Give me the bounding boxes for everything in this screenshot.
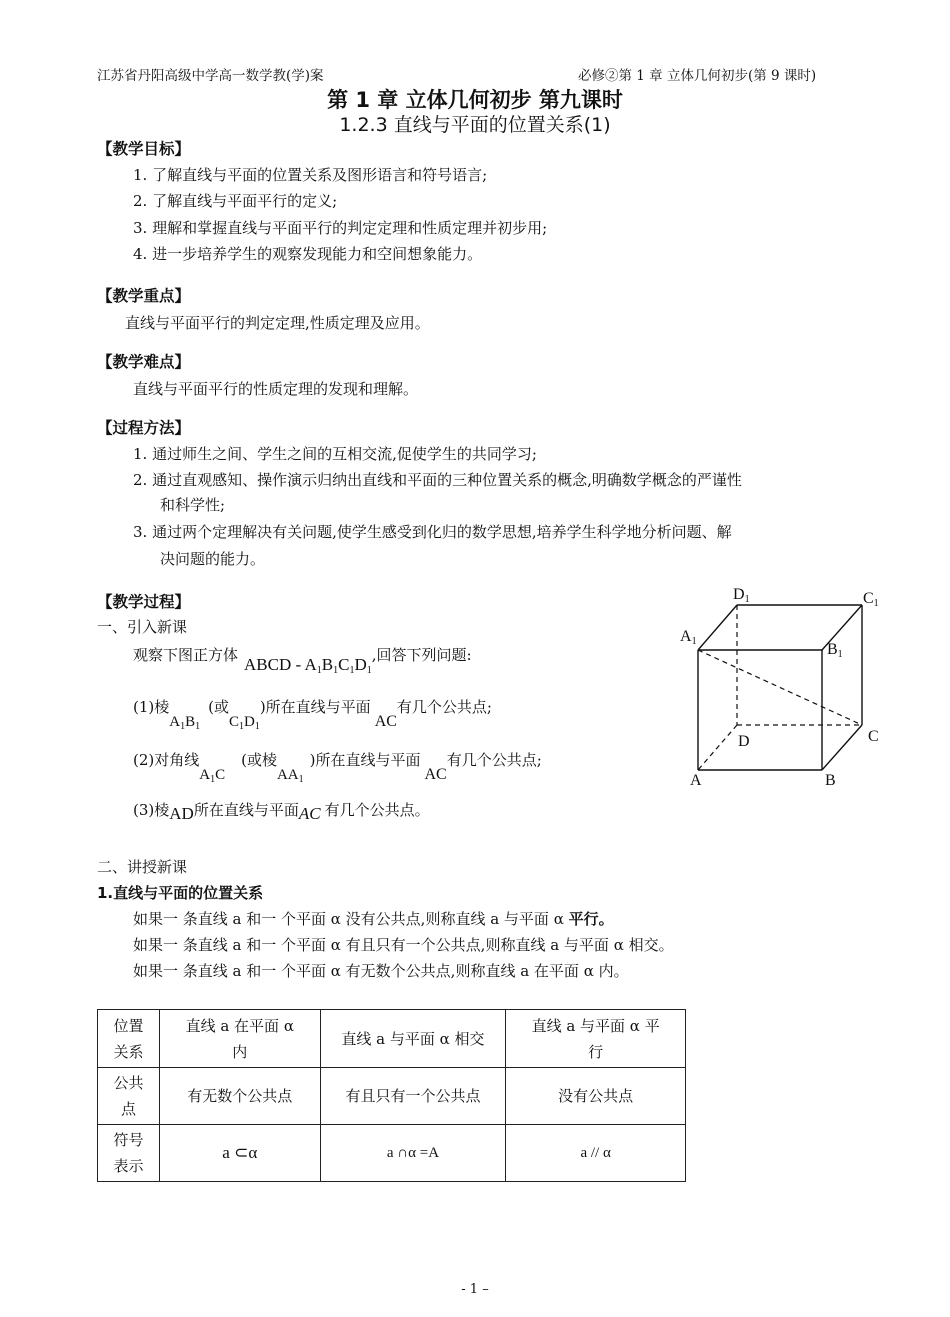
label-B: B [825,772,836,789]
page-subtitle: 1.2.3 直线与平面的位置关系(1) [339,114,611,136]
method-item-cont: 决问题的能力。 [160,550,266,568]
observe-line: 观察下图正方体 ABCD - $A_1B_1C_1D_1$,回答下列问题: [133,646,472,676]
table-cell: a ∩α =A [320,1125,506,1182]
method-item: 3. 通过两个定理解决有关问题,使学生感受到化归的数学思想,培养学生科学地分析问题、解 [133,523,732,541]
table-cell: 直线 a 与平面 α 平 行 [506,1010,686,1068]
method-item: 2. 通过直观感知、操作演示归纳出直线和平面的三种位置关系的概念,明确数学概念的严谨性 [133,471,742,489]
method-item: 1. 通过师生之间、学生之间的互相交流,促使学生的共同学习; [133,445,537,463]
definition-intersect: 如果一 条直线 a 和一 个平面 α 有且只有一个公共点,则称直线 a 与平面 α 相交。 [133,936,674,954]
table-cell: 位置 关系 [98,1010,160,1068]
edge-AD-hidden [698,725,737,770]
key-heading: 【教学重点】 [97,287,191,305]
part2-heading: 二、讲授新课 [97,858,188,876]
goals-heading: 【教学目标】 [97,140,191,158]
label-D1: D1 [733,586,750,605]
diagonal-A1C [698,650,862,725]
header-left: 江苏省丹阳高级中学高一数学教(学)案 [97,68,324,84]
definition-in-plane: 如果一 条直线 a 和一 个平面 α 有无数个公共点,则称直线 a 在平面 α 内。 [133,962,629,980]
table-cell: 符号 表示 [98,1125,160,1182]
question-1: (1)棱$A_1B_1$(或$C_1D_1$)所在直线与平面AC有几个公共点; [133,698,492,732]
position-relation-table [97,1009,686,1182]
table-cell: 直线 a 与平面 α 相交 [320,1010,506,1068]
goal-item: 4. 进一步培养学生的观察发现能力和空间想象能力。 [133,245,483,263]
table-cell: 有无数个公共点 [159,1068,320,1125]
label-C1: C1 [863,590,879,609]
edge-CB [822,725,862,770]
difficulty-heading: 【教学难点】 [97,353,191,371]
table-row [98,1010,686,1068]
table-cell: a // α [506,1125,686,1182]
page-number: - 1 – [461,1282,489,1297]
table-row [98,1125,686,1182]
label-A1: A1 [680,628,697,647]
methods-heading: 【过程方法】 [97,419,191,437]
table-cell: 直线 a 在平面 α 内 [159,1010,320,1068]
method-item-cont: 和科学性; [160,496,226,514]
part1-heading: 一、引入新课 [97,618,188,636]
goal-item: 1. 了解直线与平面的位置关系及图形语言和符号语言; [133,166,488,184]
page-title: 第 1 章 立体几何初步 第九课时 [327,88,623,112]
label-C: C [868,728,879,745]
process-heading: 【教学过程】 [97,593,191,611]
table-cell: 有且只有一个公共点 [320,1068,506,1125]
question-2: (2)对角线$A_1C$(或棱$AA_1$)所在直线与平面AC有几个公共点; [133,751,542,785]
table-row [98,1068,686,1125]
label-D: D [738,733,750,750]
edge-A1D1 [698,605,737,650]
table-cell: a ⊂α [159,1125,320,1182]
goal-item: 2. 了解直线与平面平行的定义; [133,192,338,210]
subsection-heading: 1.直线与平面的位置关系 [97,884,264,902]
label-A: A [690,772,702,789]
table-cell: 没有公共点 [506,1068,686,1125]
label-B1: B1 [827,641,843,660]
goal-item: 3. 理解和掌握直线与平面平行的判定定理和性质定理并初步用; [133,219,548,237]
header-right: 必修②第 1 章 立体几何初步(第 9 课时) [578,68,817,84]
difficulty-text: 直线与平面平行的性质定理的发现和理解。 [133,380,419,398]
cube-diagram [672,580,892,795]
definition-parallel: 如果一 条直线 a 和一 个平面 α 没有公共点,则称直线 a 与平面 α 平行。 [133,910,614,928]
table-cell: 公共 点 [98,1068,160,1125]
key-text: 直线与平面平行的判定定理,性质定理及应用。 [125,314,430,332]
question-3: (3)棱AD所在直线与平面AC 有几个公共点。 [133,801,430,823]
